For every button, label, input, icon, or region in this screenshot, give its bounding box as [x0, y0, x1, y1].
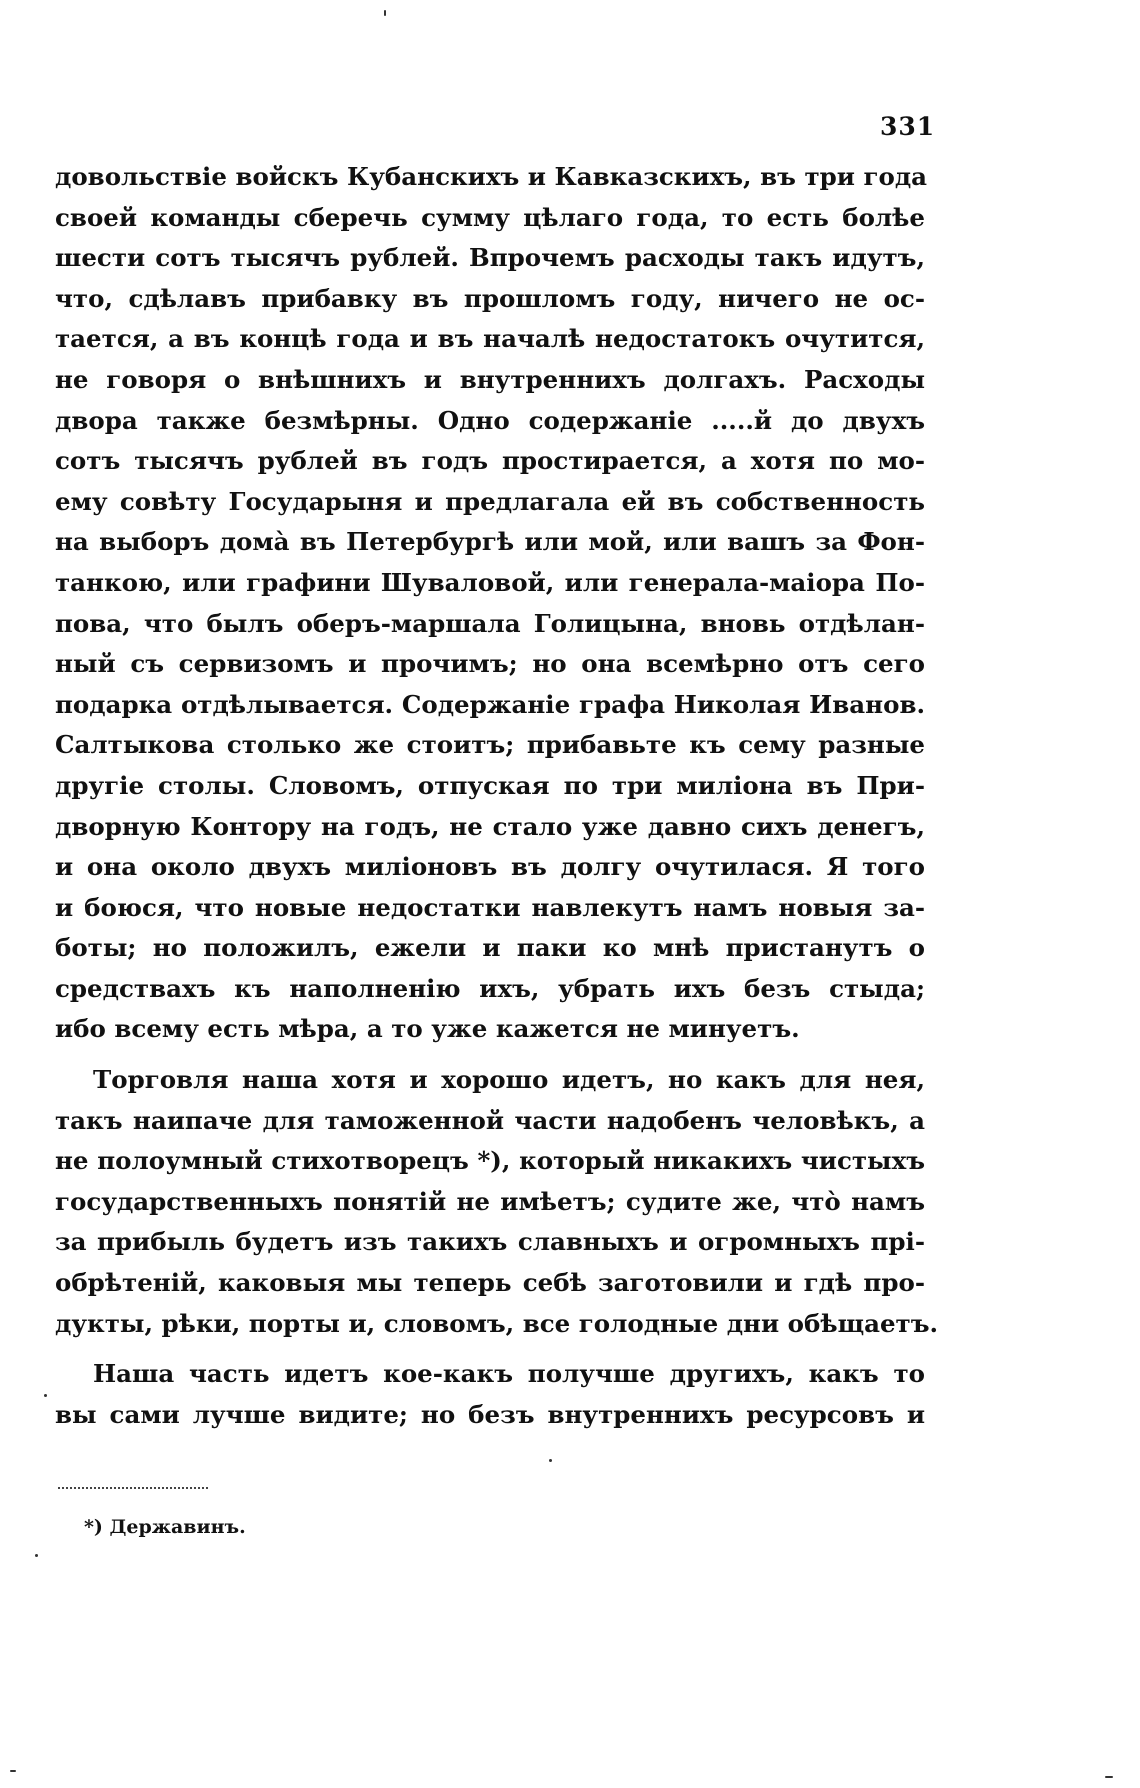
text-line: вы сами лучше видите; но безъ внутреннихъ ресурсовъ и [55, 1399, 925, 1429]
text-line: ный съ сервизомъ и прочимъ; но она всемѣрно отъ сего [55, 649, 925, 679]
text-line: не говоря о внѣшнихъ и внутреннихъ долгахъ. Расходы [55, 364, 925, 394]
text-line: дукты, рѣки, порты и, словомъ, все голодные дни обѣщаетъ. [55, 1308, 939, 1338]
body-text [55, 157, 939, 1435]
text-line: дворную Контору на годъ, не стало уже давно сихъ денегъ, [55, 811, 925, 841]
text-line: такъ наипаче для таможенной части надобенъ человѣкъ, а [55, 1105, 925, 1135]
scan-speck [35, 1554, 38, 1557]
text-line: не полоумный стихотворецъ *), который никакихъ чистыхъ [55, 1146, 925, 1176]
paragraph [55, 1354, 925, 1435]
text-line: государственныхъ понятій не имѣетъ; судите же, чтò намъ [55, 1186, 925, 1216]
text-line: за прибыль будетъ изъ такихъ славныхъ и огромныхъ прі- [55, 1227, 925, 1257]
text-line: ибо всему есть мѣра, а то уже кажется не минуетъ. [55, 1014, 800, 1044]
text-line: пова, что былъ оберъ-маршала Голицына, вновь отдѣлан- [55, 608, 925, 638]
text-line: средствахъ къ наполненію ихъ, убрать ихъ безъ стыда; [55, 973, 925, 1003]
footnote: *) Державинъ. [84, 1516, 246, 1538]
text-line: Салтыкова столько же стоитъ; прибавьте къ сему разные [55, 730, 925, 760]
scan-speck [44, 1394, 47, 1397]
scan-speck [10, 1770, 16, 1772]
scan-speck [1105, 1776, 1113, 1778]
text-line: другіе столы. Словомъ, отпуская по три миліона въ При- [55, 770, 925, 800]
scan-speck [549, 1459, 552, 1462]
paragraph [55, 1060, 939, 1344]
text-line: обрѣтеній, каковыя мы теперь себѣ заготовили и гдѣ про- [55, 1268, 925, 1298]
text-line: двора также безмѣрны. Одно содержаніе .....й до двухъ [55, 405, 925, 435]
text-line: тается, а въ концѣ года и въ началѣ недостатокъ очутится, [55, 324, 925, 354]
text-line: довольствіе войскъ Кубанскихъ и Кавказскихъ, въ три года [55, 162, 928, 191]
text-line: что, сдѣлавъ прибавку въ прошломъ году, ничего не ос- [55, 283, 925, 313]
paragraph-gap [55, 1050, 925, 1060]
paragraph-gap [55, 1344, 925, 1354]
text-line: на выборъ домà въ Петербургѣ или мой, или вашъ за Фон- [55, 527, 925, 557]
text-line: боты; но положилъ, ежели и паки ко мнѣ пристанутъ о [55, 933, 925, 963]
text-line: подарка отдѣлывается. Содержаніе графа Николая Иванов. [55, 689, 925, 719]
text-line: шести сотъ тысячъ рублей. Впрочемъ расходы такъ идутъ, [55, 243, 925, 273]
scan-speck [384, 10, 386, 16]
text-line: своей команды сберечь сумму цѣлаго года, то есть болѣе [55, 202, 925, 232]
text-line: танкою, или графини Шуваловой, или генерала-маіора По- [55, 567, 925, 597]
footnote-separator [58, 1487, 208, 1489]
text-line: сотъ тысячъ рублей въ годъ простирается, а хотя по мо- [55, 446, 925, 476]
text-line: Наша часть идетъ кое-какъ получше другихъ, какъ то [93, 1359, 925, 1389]
text-line: Торговля наша хотя и хорошо идетъ, но какъ для нея, [93, 1065, 925, 1095]
text-line: и она около двухъ миліоновъ въ долгу очутилася. Я того [55, 852, 925, 882]
page-number: 331 [880, 112, 936, 141]
text-line: и боюся, что новые недостатки навлекутъ намъ новыя за- [55, 892, 925, 922]
text-line: ему совѣту Государыня и предлагала ей въ собственность [55, 486, 925, 516]
paragraph [55, 157, 928, 1050]
